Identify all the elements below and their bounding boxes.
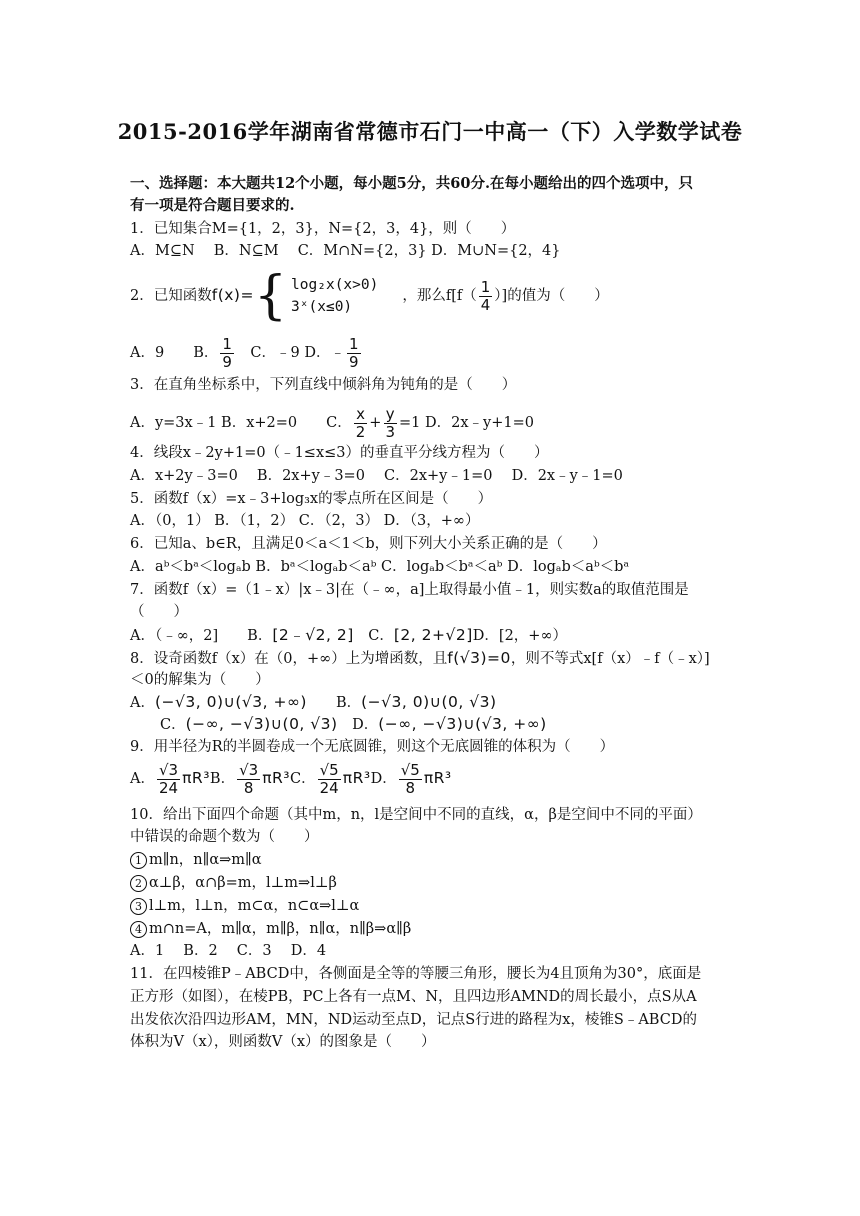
q9-c-pir3: πR³ <box>342 769 371 787</box>
q8-stem-b: ，则不等式x[f（x）﹣f（﹣x）] <box>510 651 710 667</box>
q9-labelD: D． <box>370 771 397 787</box>
q7-paren: （ ） <box>130 604 188 620</box>
q9-labelC: C． <box>290 771 316 787</box>
q2-frac-den: 4 <box>480 295 491 314</box>
q9-d-pir3: πR³ <box>423 769 452 787</box>
q7-options <box>130 625 567 646</box>
q8-optB: (−√3, 0)∪(0, √3) <box>361 693 497 711</box>
q3-x-num: x <box>356 404 365 423</box>
q2-optB-num: 1 <box>222 334 232 353</box>
exam-title: 2015-2016学年湖南省常德市石门一中高一（下）入学数学试卷 <box>117 119 743 144</box>
q6-options: A．aᵇ＜bᵃ＜logₐb B．bᵃ＜logₐb＜aᵇ C．logₐb＜bᵃ＜aᵇ D．logₐb＜aᵇ＜bᵃ <box>130 559 630 575</box>
q2-piece1: log₂x(x>0) <box>291 277 379 293</box>
q8-stem <box>130 648 710 669</box>
q2-pieces <box>291 274 378 318</box>
q2-brace: { <box>253 266 288 326</box>
q10-stem: 10．给出下面四个命题（其中m，n，l是空间中不同的直线，α，β是空间中不同的平面） <box>130 807 702 823</box>
q8-optA: (−√3, 0)∪(√3, +∞) <box>154 693 307 711</box>
section-heading-line1: 一、选择题：本大题共12个小题，每小题5分，共60分.在每小题给出的四个选项中，只 <box>130 175 693 192</box>
q3-optC-tail: =1 D．2x﹣y+1=0 <box>398 415 534 431</box>
q4-options: A．x+2y﹣3=0 B．2x+y﹣3=0 C．2x+y﹣1=0 D．2x﹣y﹣1=0 <box>130 468 623 484</box>
q3-x-den: 2 <box>355 422 366 441</box>
q1-options: A．M⊆N B．N⊆M C．M∩N={2，3} D．M∪N={2，4} <box>130 243 561 259</box>
q9-b-den: 8 <box>243 778 254 797</box>
q3-options <box>130 403 534 443</box>
q2-optD-frac <box>347 336 361 371</box>
q9-a-den: 24 <box>158 778 179 797</box>
q1-stem: 1．已知集合M={1，2，3}，N={2，3，4}，则（ ） <box>130 221 516 237</box>
q10-item-text: α⊥β，α∩β=m，l⊥m⇒l⊥β <box>149 875 337 891</box>
q3-y-den: 3 <box>385 422 395 441</box>
q2-optC: C．﹣9 D．﹣ <box>235 345 345 361</box>
q11-line2: 正方形（如图），在棱PB，PC上各有一点M、N，且四边形AMND的周长最小，点S从A <box>130 989 697 1005</box>
q7-optC-label: C． <box>353 628 394 644</box>
q2-fx: f(x)= <box>211 286 254 304</box>
q8-optD-label: D． <box>337 717 379 733</box>
q2-mid: ，那么f[f（ <box>402 288 477 304</box>
q5-stem: 5．函数f（x）=x﹣3+log₃x的零点所在区间是（ ） <box>130 491 493 507</box>
circled-number-icon: 3 <box>130 898 147 915</box>
q8-stem-img: f(√3)=0 <box>447 649 511 667</box>
q11-line4: 体积为V（x），则函数V（x）的图象是（ ） <box>130 1034 436 1050</box>
q9-stem: 9．用半径为R的半圆卷成一个无底圆锥，则这个无底圆锥的体积为（ ） <box>130 739 615 755</box>
q6-stem: 6．已知a、b∈R，且满足0＜a＜1＜b，则下列大小关系正确的是（ ） <box>130 536 607 552</box>
q8-optB-label: B． <box>306 695 362 711</box>
q7-optA: A．（﹣∞，2] B． <box>130 628 273 644</box>
q2-optB-frac <box>220 336 234 371</box>
q9-d-den: 8 <box>405 778 416 797</box>
q9-c-frac <box>318 762 341 797</box>
q8-optC: (−∞, −√3)∪(0, √3) <box>185 715 338 733</box>
q10-item-text: l⊥m，l⊥n，m⊂α，n⊂α⇒l⊥α <box>149 898 360 914</box>
circled-number-icon: 1 <box>130 852 147 869</box>
q9-d-frac <box>399 762 422 797</box>
q9-d-num: √5 <box>400 760 420 779</box>
q8-optA-label: A． <box>130 695 155 711</box>
q11-line1: 11．在四棱锥P﹣ABCD中，各侧面是全等的等腰三角形，腰长为4且顶角为30°，底面是 <box>130 966 702 982</box>
q10-stem2: 中错误的命题个数为（ ） <box>130 829 319 845</box>
q10-item-1 <box>130 850 262 870</box>
q2-optD-den: 9 <box>348 352 359 371</box>
q10-item-3 <box>130 896 359 916</box>
q5-options: A．（0，1） B．（1，2） C．（2，3） D．（3，+∞） <box>130 513 480 529</box>
q8-optD: (−∞, −√3)∪(√3, +∞) <box>378 715 547 733</box>
q2-suffix: ）]的值为（ ） <box>494 288 609 304</box>
q7-optD: D．[2，+∞） <box>472 628 568 644</box>
q2-frac-num: 1 <box>480 277 491 296</box>
q9-a-frac <box>157 762 180 797</box>
circled-number-icon: 2 <box>130 875 147 892</box>
q7-optC: [2, 2+√2] <box>393 626 473 644</box>
circled-number-icon: 4 <box>130 921 147 938</box>
q2-fraction <box>479 279 493 314</box>
q8-stem2: ＜0的解集为（ ） <box>130 672 270 688</box>
q9-b-pir3: πR³ <box>262 769 291 787</box>
q9-labelA: A． <box>130 771 155 787</box>
q8-options-ab <box>130 692 497 713</box>
q3-y-frac <box>383 406 397 441</box>
section-heading-line2: 有一项是符合题目要求的. <box>130 197 295 214</box>
q7-optB: [2﹣√2, 2] <box>272 626 354 644</box>
q3-x-frac <box>354 406 368 441</box>
q9-labelB: B． <box>209 771 236 787</box>
q8-stem-a: 8．设奇函数f（x）在（0，+∞）上为增函数，且 <box>130 651 448 667</box>
q3-stem: 3．在直角坐标系中，下列直线中倾斜角为钝角的是（ ） <box>130 377 517 393</box>
q2-stem <box>130 265 609 326</box>
q10-item-2 <box>130 873 337 893</box>
q8-optC-label: C． <box>160 717 186 733</box>
q2-optB-den: 9 <box>222 352 232 371</box>
q10-item-text: m∥n，n∥α⇒m∥α <box>149 852 262 868</box>
q10-options: A．1 B．2 C．3 D．4 <box>130 943 327 959</box>
q10-item-4 <box>130 919 411 939</box>
q9-a-pir3: πR³ <box>182 769 210 787</box>
q2-prefix: 2．已知函数 <box>130 288 212 304</box>
q9-c-den: 24 <box>319 778 339 797</box>
q7-stem: 7．函数f（x）=（1﹣x）|x﹣3|在（﹣∞，a]上取得最小值﹣1，则实数a的取值范围是 <box>130 582 689 598</box>
q3-y-num: y <box>385 404 395 423</box>
q3-plus: + <box>369 415 382 431</box>
q2-optD-num: 1 <box>348 334 359 353</box>
q9-c-num: √5 <box>319 760 339 779</box>
q2-options <box>130 333 363 373</box>
q9-b-num: √3 <box>239 760 259 779</box>
q2-optA: A．9 B． <box>130 345 219 361</box>
q3-optAB: A．y=3x﹣1 B．x+2=0 C． <box>130 415 352 431</box>
q10-item-text: m∩n=A，m∥α，m∥β，n∥α，n∥β⇒α∥β <box>149 921 412 937</box>
q4-stem: 4．线段x﹣2y+1=0（﹣1≤x≤3）的垂直平分线方程为（ ） <box>130 445 549 461</box>
q9-b-frac <box>237 762 260 797</box>
q9-a-num: √3 <box>158 760 179 779</box>
q11-line3: 出发依次沿四边形AM，MN，ND运动至点D，记点S行进的路程为x，棱锥S﹣ABCD的 <box>130 1012 697 1028</box>
q9-options <box>130 758 452 799</box>
q8-options-cd <box>160 714 547 735</box>
q2-piece2: 3ˣ(x≤0) <box>291 299 353 315</box>
